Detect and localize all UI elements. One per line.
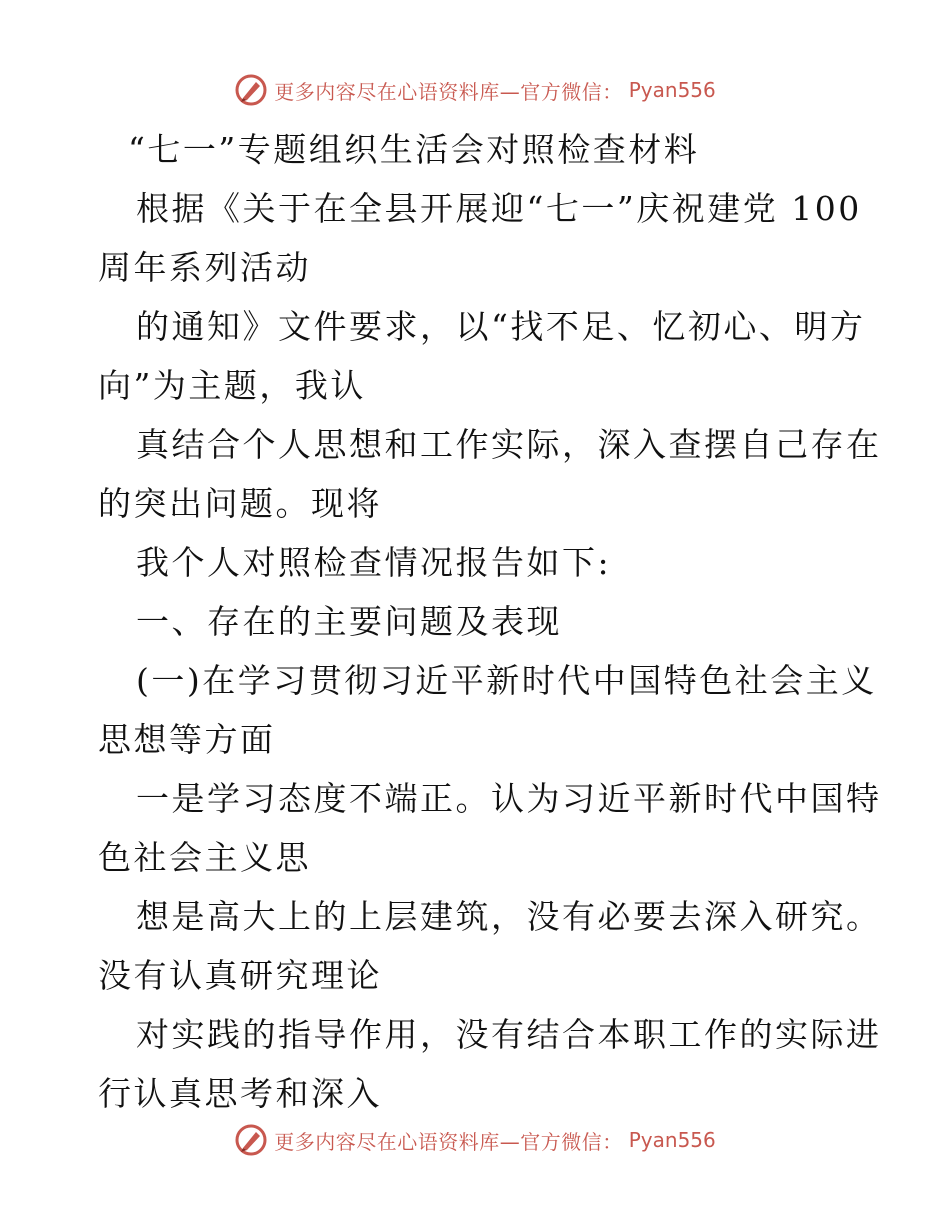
subsection-heading: (一)在学习贯彻习近平新时代中国特色社会主义 <box>136 661 877 700</box>
header-watermark <box>0 68 950 112</box>
paragraph-line: 向”为主题，我认 <box>98 366 366 405</box>
section-heading: 一、存在的主要问题及表现 <box>136 602 562 641</box>
paragraph-line: 对实践的指导作用，没有结合本职工作的实际进 <box>136 1015 882 1054</box>
paragraph-line: 行认真思考和深入 <box>98 1074 382 1113</box>
paragraph-line: 的通知》文件要求，以“找不足、忆初心、明方 <box>136 307 866 346</box>
pen-logo-icon <box>234 73 268 107</box>
paragraph-line: 根据《关于在全县开展迎“七一”庆祝建党 100 <box>136 189 862 228</box>
paragraph-line: 周年系列活动 <box>98 248 311 287</box>
document-title: “七一”专题组织生活会对照检查材料 <box>128 130 700 169</box>
paragraph-line: 思想等方面 <box>98 720 276 759</box>
paragraph-line: 真结合个人思想和工作实际，深入查摆自己存在 <box>136 425 882 464</box>
watermark-text: 更多内容尽在心语资料库—官方微信： <box>274 1129 623 1154</box>
pen-logo-icon <box>234 1123 268 1157</box>
paragraph-line: 一是学习态度不端正。认为习近平新时代中国特 <box>136 779 882 818</box>
document-body <box>98 120 882 1123</box>
watermark-text: 更多内容尽在心语资料库—官方微信： <box>274 79 623 104</box>
paragraph-line: 色社会主义思 <box>98 838 311 877</box>
watermark-wechat-id: Pyan556 <box>628 1128 716 1152</box>
paragraph-line: 的突出问题。现将 <box>98 484 382 523</box>
paragraph-line: 我个人对照检查情况报告如下: <box>136 543 612 582</box>
paragraph-line: 想是高大上的上层建筑，没有必要去深入研究。 <box>136 897 882 936</box>
watermark-wechat-id: Pyan556 <box>628 78 716 102</box>
paragraph-line: 没有认真研究理论 <box>98 956 382 995</box>
footer-watermark <box>0 1118 950 1162</box>
